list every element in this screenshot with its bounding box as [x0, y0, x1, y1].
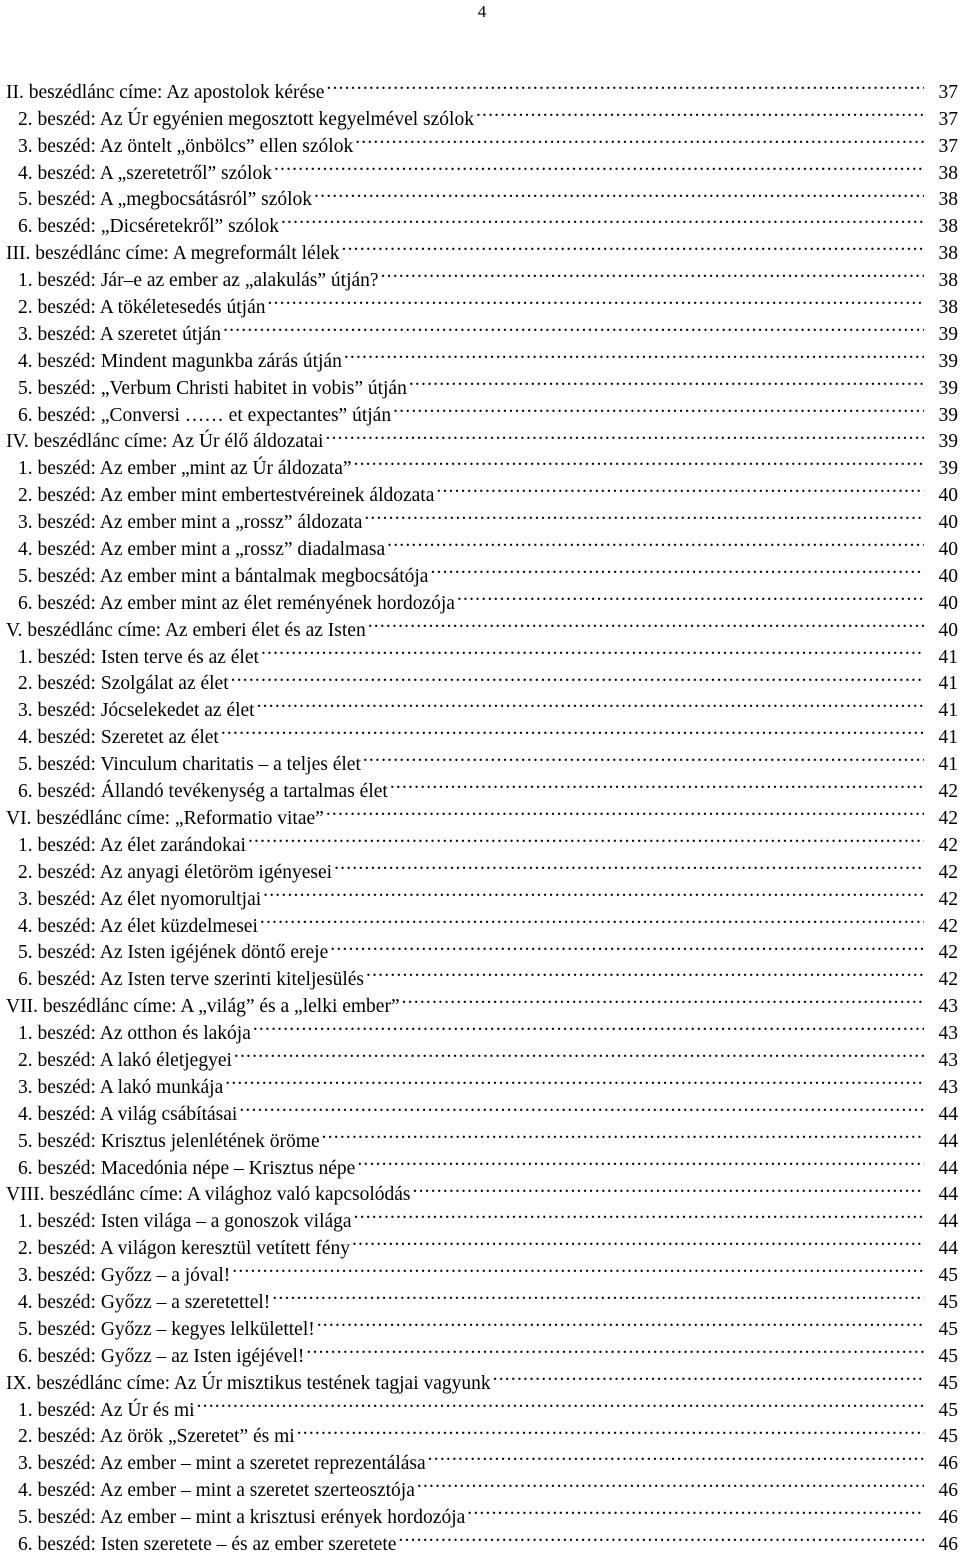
toc-entry-title: V. beszédlánc címe: Az emberi élet és az Isten	[0, 618, 368, 645]
toc-sermon-entry	[0, 1469, 960, 1502]
toc-entry-title: VIII. beszédlánc címe: A világhoz való kapcsolódás	[0, 1182, 413, 1209]
toc-entry-title: 2. beszéd: Az Úr egyénien megosztott kegyelmével szólok	[0, 107, 476, 134]
toc-entry-page: 40	[924, 510, 958, 537]
toc-entry-page: 41	[924, 698, 958, 725]
toc-entry-page: 43	[924, 994, 958, 1021]
toc-entry-title: 1. beszéd: Jár–e az ember az „alakulás” útján?	[0, 268, 381, 295]
toc-entry-page: 44	[924, 1129, 958, 1156]
toc-entry-page: 46	[924, 1532, 958, 1559]
toc-entry-page: 43	[924, 1075, 958, 1102]
toc-entry-page: 45	[924, 1398, 958, 1425]
toc-entry-page: 44	[924, 1156, 958, 1183]
toc-sermon-entry	[0, 286, 960, 319]
toc-entry-page: 41	[924, 752, 958, 779]
dot-leader	[344, 340, 924, 367]
toc-chain-entry	[0, 1362, 960, 1394]
dot-leader	[257, 689, 924, 716]
toc-entry-title: 3. beszéd: A lakó munkája	[0, 1075, 225, 1102]
toc-entry-title: 4. beszéd: Az ember – mint a szeretet szerteosztója	[0, 1478, 417, 1505]
dot-leader	[493, 1362, 924, 1389]
dot-leader	[409, 367, 924, 394]
toc-entry-page: 45	[924, 1263, 958, 1290]
dot-leader	[260, 905, 924, 932]
dot-leader	[239, 1093, 924, 1120]
toc-sermon-entry	[0, 313, 960, 345]
toc-entry-title: 6. beszéd: Isten szeretete – és az ember szeretete	[0, 1532, 398, 1559]
toc-entry-title: III. beszédlánc címe: A megreformált lélek	[0, 241, 342, 268]
toc-entry-title: 5. beszéd: A „megbocsátásról” szólok	[0, 187, 314, 214]
toc-sermon-entry	[0, 905, 960, 937]
dot-leader	[352, 1227, 924, 1254]
toc-sermon-entry	[0, 528, 960, 561]
dot-leader	[281, 205, 924, 232]
toc-entry-page: 43	[924, 1021, 958, 1048]
toc-entry-title: 6. beszéd: Győzz – az Isten igéjével!	[0, 1344, 306, 1371]
toc-entry-page: 43	[924, 1048, 958, 1075]
dot-leader	[363, 743, 924, 770]
toc-entry-page: 42	[924, 833, 958, 860]
toc-entry-title: II. beszédlánc címe: Az apostolok kérése	[0, 80, 326, 107]
toc-sermon-entry	[0, 1012, 960, 1045]
toc-sermon-entry	[0, 824, 960, 856]
toc-sermon-entry	[0, 1523, 960, 1555]
toc-entry-page: 44	[924, 1102, 958, 1129]
toc-sermon-entry	[0, 716, 960, 749]
toc-entry-title: 4. beszéd: Az élet küzdelmesei	[0, 914, 260, 941]
dot-leader	[417, 1469, 924, 1496]
toc-sermon-entry	[0, 851, 960, 883]
dot-leader	[263, 878, 924, 905]
toc-entry-page: 45	[924, 1290, 958, 1317]
toc-entry-page: 45	[924, 1344, 958, 1371]
toc-chain-entry	[0, 421, 960, 453]
dot-leader	[322, 1120, 924, 1147]
dot-leader	[326, 797, 924, 824]
toc-sermon-entry	[0, 340, 960, 372]
page-number: 4	[477, 2, 487, 21]
toc-entry-page: 42	[924, 914, 958, 941]
toc-entry-page: 45	[924, 1424, 958, 1451]
toc-sermon-entry	[0, 958, 960, 991]
dot-leader	[393, 394, 924, 421]
toc-entry-title: 3. beszéd: Jócselekedet az élet	[0, 698, 257, 725]
toc-entry-page: 42	[924, 967, 958, 994]
toc-entry-title: 6. beszéd: Az ember mint az élet reményének hordozója	[0, 591, 457, 618]
toc-entry-page: 40	[924, 618, 958, 645]
dot-leader	[342, 232, 924, 259]
toc-entry-page: 39	[924, 456, 958, 483]
toc-entry-title: 6. beszéd: Állandó tevékenység a tartalmas élet	[0, 779, 390, 806]
toc-entry-page: 39	[924, 376, 958, 403]
dot-leader	[272, 1281, 924, 1308]
dot-leader	[334, 851, 924, 878]
toc-sermon-entry	[0, 1496, 960, 1529]
toc-entry-page: 39	[924, 322, 958, 349]
dot-leader	[357, 1147, 924, 1174]
toc-entry-title: 2. beszéd: Az örök „Szeretet” és mi	[0, 1424, 297, 1451]
dot-leader	[457, 582, 924, 609]
dot-leader	[355, 125, 924, 152]
toc-entry-page: 37	[924, 80, 958, 107]
dot-leader	[326, 71, 924, 98]
toc-sermon-entry	[0, 932, 960, 964]
toc-sermon-entry	[0, 878, 960, 910]
dot-leader	[476, 98, 924, 125]
toc-sermon-entry	[0, 1200, 960, 1233]
toc-entry-title: 1. beszéd: Az Úr és mi	[0, 1398, 197, 1425]
toc-entry-page: 44	[924, 1236, 958, 1263]
toc-entry-title: 4. beszéd: Győzz – a szeretettel!	[0, 1290, 272, 1317]
toc-sermon-entry	[0, 205, 960, 238]
toc-entry-page: 42	[924, 887, 958, 914]
toc-entry-title: 6. beszéd: „Dicséretekről” szólok	[0, 214, 281, 241]
toc-entry-page: 42	[924, 860, 958, 887]
toc-entry-title: 6. beszéd: Macedónia népe – Krisztus népe	[0, 1156, 357, 1183]
dot-leader	[225, 1066, 924, 1093]
toc-entry-page: 39	[924, 429, 958, 456]
toc-entry-page: 37	[924, 134, 958, 161]
dot-leader	[413, 1174, 925, 1201]
toc-sermon-entry	[0, 770, 960, 803]
dot-leader	[306, 1335, 924, 1362]
toc-entry-page: 46	[924, 1505, 958, 1532]
dot-leader	[402, 985, 924, 1012]
dot-leader	[274, 152, 924, 179]
toc-entry-page: 38	[924, 214, 958, 241]
dot-leader	[248, 824, 924, 851]
toc-entry-title: VI. beszédlánc címe: „Reformatio vitae”	[0, 806, 326, 833]
toc-sermon-entry	[0, 125, 960, 157]
dot-leader	[364, 501, 924, 528]
toc-sermon-entry	[0, 1308, 960, 1340]
dot-leader	[197, 1389, 924, 1416]
toc-entry-page: 40	[924, 591, 958, 618]
toc-entry-title: 1. beszéd: Isten terve és az élet	[0, 645, 261, 672]
toc-entry-page: 44	[924, 1209, 958, 1236]
dot-leader	[261, 636, 924, 663]
toc-sermon-entry	[0, 259, 960, 292]
toc-entry-title: IV. beszédlánc címe: Az Úr élő áldozatai	[0, 429, 325, 456]
toc-sermon-entry	[0, 1039, 960, 1071]
toc-entry-page: 46	[924, 1451, 958, 1478]
toc-entry-title: 5. beszéd: Az ember – mint a krisztusi erények hordozója	[0, 1505, 467, 1532]
dot-leader	[330, 932, 924, 959]
toc-entry-title: 3. beszéd: Az öntelt „önbölcs” ellen szólok	[0, 134, 355, 161]
toc-sermon-entry	[0, 474, 960, 507]
toc-sermon-entry	[0, 1442, 960, 1475]
toc-entry-page: 38	[924, 268, 958, 295]
toc-entry-title: IX. beszédlánc címe: Az Úr misztikus testének tagjai vagyunk	[0, 1371, 493, 1398]
toc-chain-entry	[0, 1174, 960, 1206]
dot-leader	[234, 1039, 924, 1066]
toc-entry-title: 3. beszéd: Az élet nyomorultjai	[0, 887, 263, 914]
toc-chain-entry	[0, 71, 960, 103]
toc-entry-title: 6. beszéd: „Conversi …… et expectantes” útján	[0, 403, 393, 430]
toc-entry-title: 1. beszéd: Az élet zarándokai	[0, 833, 248, 860]
toc-sermon-entry	[0, 394, 960, 426]
toc-sermon-entry	[0, 1066, 960, 1098]
toc-sermon-entry	[0, 689, 960, 722]
toc-entry-page: 41	[924, 645, 958, 672]
toc-sermon-entry	[0, 1147, 960, 1179]
dot-leader	[428, 1442, 924, 1469]
toc-entry-title: 2. beszéd: Az ember mint embertestvéreinek áldozata	[0, 483, 436, 510]
toc-sermon-entry	[0, 501, 960, 534]
toc-sermon-entry	[0, 1389, 960, 1421]
toc-entry-title: 3. beszéd: Az ember mint a „rossz” áldozata	[0, 510, 364, 537]
table-of-contents	[0, 71, 960, 1555]
toc-entry-title: 1. beszéd: Az ember „mint az Úr áldozata”	[0, 456, 354, 483]
dot-leader	[232, 1254, 924, 1281]
toc-entry-title: 5. beszéd: Győzz – kegyes lelkülettel!	[0, 1317, 317, 1344]
toc-entry-title: 6. beszéd: Az Isten terve szerinti kiteljesülés	[0, 967, 366, 994]
toc-sermon-entry	[0, 1335, 960, 1367]
toc-entry-page: 40	[924, 483, 958, 510]
toc-entry-title: 2. beszéd: A lakó életjegyei	[0, 1048, 234, 1075]
dot-leader	[354, 1200, 924, 1227]
toc-entry-page: 38	[924, 241, 958, 268]
toc-entry-page: 38	[924, 295, 958, 322]
toc-entry-page: 45	[924, 1317, 958, 1344]
toc-entry-page: 39	[924, 403, 958, 430]
toc-entry-page: 42	[924, 806, 958, 833]
dot-leader	[436, 474, 924, 501]
toc-sermon-entry	[0, 1093, 960, 1125]
toc-chain-entry	[0, 609, 960, 641]
toc-entry-title: 2. beszéd: Az anyagi életöröm igényesei	[0, 860, 334, 887]
toc-sermon-entry	[0, 663, 960, 695]
dot-leader	[387, 528, 924, 555]
toc-sermon-entry	[0, 743, 960, 776]
toc-entry-title: 4. beszéd: Az ember mint a „rossz” diadalmasa	[0, 537, 387, 564]
toc-entry-page: 37	[924, 107, 958, 134]
toc-entry-page: 39	[924, 349, 958, 376]
dot-leader	[368, 609, 924, 636]
toc-sermon-entry	[0, 582, 960, 614]
toc-chain-entry	[0, 797, 960, 829]
toc-entry-page: 44	[924, 1182, 958, 1209]
toc-entry-title: 5. beszéd: Az ember mint a bántalmak megbocsátója	[0, 564, 430, 591]
dot-leader	[366, 958, 924, 985]
dot-leader	[314, 179, 924, 206]
toc-entry-title: 2. beszéd: Szolgálat az élet	[0, 671, 231, 698]
toc-entry-page: 38	[924, 161, 958, 188]
toc-sermon-entry	[0, 1281, 960, 1313]
dot-leader	[430, 555, 924, 582]
toc-entry-page: 41	[924, 725, 958, 752]
dot-leader	[325, 421, 924, 448]
toc-entry-title: 2. beszéd: A világon keresztül vetített fény	[0, 1236, 352, 1263]
dot-leader	[223, 313, 924, 340]
dot-leader	[297, 1416, 924, 1443]
toc-sermon-entry	[0, 1120, 960, 1152]
toc-entry-title: 3. beszéd: A szeretet útján	[0, 322, 223, 349]
toc-entry-page: 46	[924, 1478, 958, 1505]
toc-entry-page: 42	[924, 779, 958, 806]
toc-sermon-entry	[0, 447, 960, 480]
toc-entry-title: 5. beszéd: Krisztus jelenlétének öröme	[0, 1129, 322, 1156]
toc-entry-page: 40	[924, 537, 958, 564]
toc-entry-page: 38	[924, 187, 958, 214]
dot-leader	[317, 1308, 924, 1335]
toc-entry-title: 1. beszéd: Isten világa – a gonoszok világa	[0, 1209, 354, 1236]
toc-entry-title: 4. beszéd: Mindent magunkba zárás útján	[0, 349, 344, 376]
toc-sermon-entry	[0, 179, 960, 211]
toc-entry-title: 3. beszéd: Győzz – a jóval!	[0, 1263, 232, 1290]
toc-chain-entry	[0, 232, 960, 265]
dot-leader	[221, 716, 924, 743]
dot-leader	[253, 1012, 924, 1039]
dot-leader	[390, 770, 924, 797]
toc-entry-title: 4. beszéd: A világ csábításai	[0, 1102, 239, 1129]
toc-entry-title: 4. beszéd: A „szeretetről” szólok	[0, 161, 274, 188]
toc-entry-title: 3. beszéd: Az ember – mint a szeretet reprezentálása	[0, 1451, 428, 1478]
dot-leader	[267, 286, 924, 313]
toc-sermon-entry	[0, 1254, 960, 1287]
toc-sermon-entry	[0, 636, 960, 668]
toc-entry-title: 5. beszéd: „Verbum Christi habitet in vobis” útján	[0, 376, 409, 403]
toc-entry-page: 40	[924, 564, 958, 591]
dot-leader	[467, 1496, 924, 1523]
toc-sermon-entry	[0, 555, 960, 587]
dot-leader	[354, 447, 924, 474]
toc-entry-page: 41	[924, 671, 958, 698]
toc-entry-title: VII. beszédlánc címe: A „világ” és a „lelki ember”	[0, 994, 402, 1021]
toc-entry-title: 4. beszéd: Szeretet az élet	[0, 725, 221, 752]
toc-chain-entry	[0, 985, 960, 1018]
dot-leader	[231, 663, 924, 690]
toc-sermon-entry	[0, 1416, 960, 1448]
toc-entry-title: 2. beszéd: A tökéletesedés útján	[0, 295, 267, 322]
toc-sermon-entry	[0, 152, 960, 184]
toc-entry-page: 42	[924, 940, 958, 967]
toc-entry-title: 5. beszéd: Vinculum charitatis – a teljes élet	[0, 752, 363, 779]
toc-sermon-entry	[0, 1227, 960, 1260]
toc-entry-page: 45	[924, 1371, 958, 1398]
dot-leader	[398, 1523, 924, 1550]
toc-entry-title: 1. beszéd: Az otthon és lakója	[0, 1021, 253, 1048]
toc-sermon-entry	[0, 367, 960, 399]
toc-sermon-entry	[0, 98, 960, 130]
dot-leader	[381, 259, 924, 286]
toc-entry-title: 5. beszéd: Az Isten igéjének döntő ereje	[0, 940, 330, 967]
